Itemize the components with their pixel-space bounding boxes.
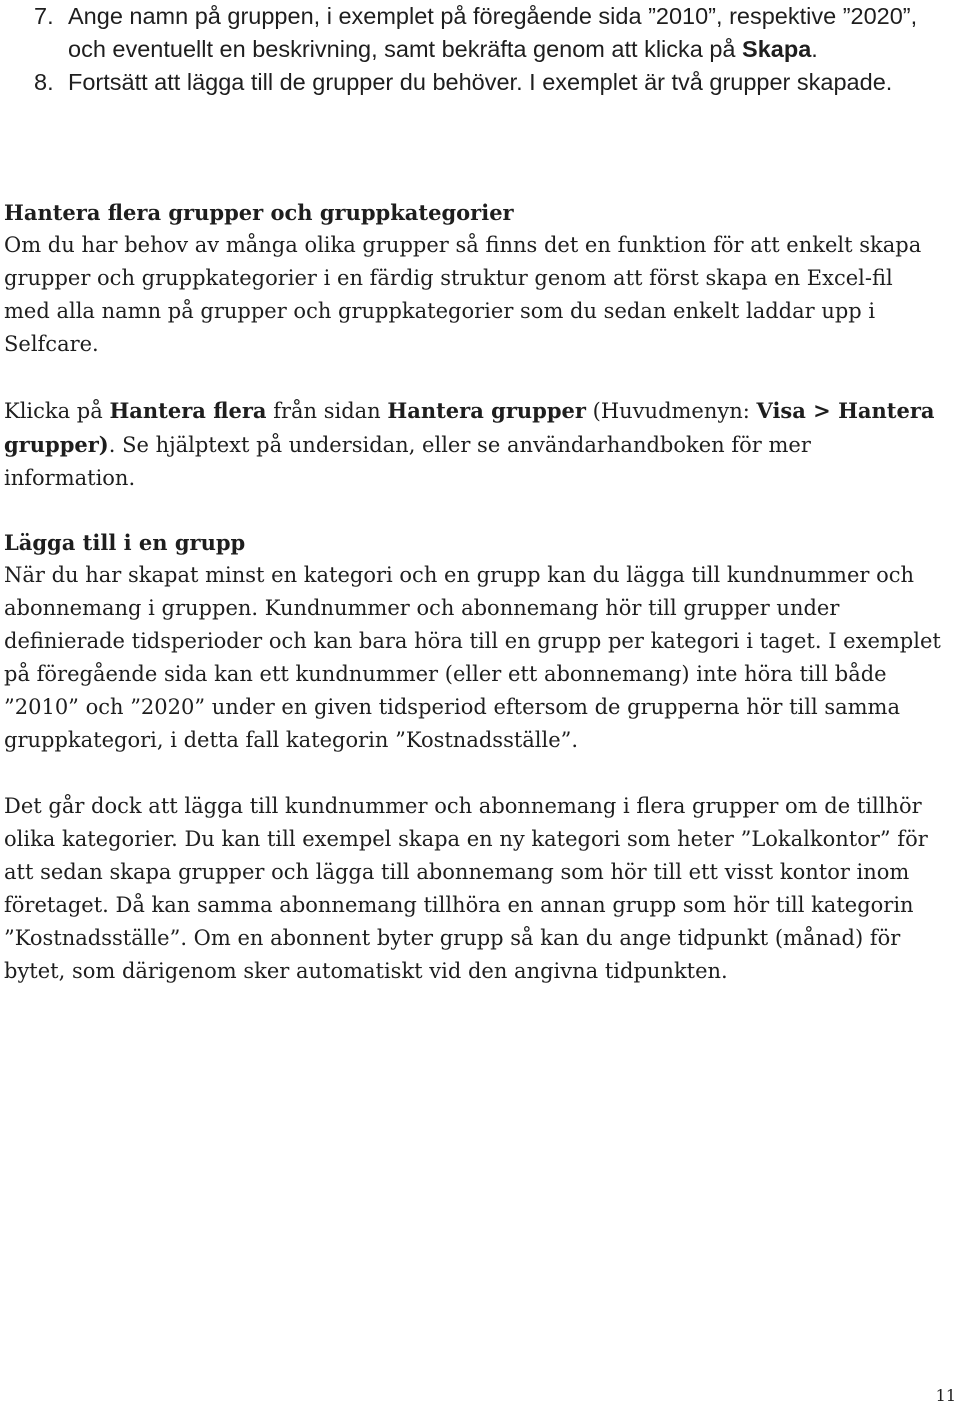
text-run: (Huvudmenyn: (585, 399, 757, 423)
menu-path: Visa > Hantera grupper) (4, 398, 935, 457)
section-paragraph (4, 394, 944, 495)
section-heading: Hantera flera grupper och gruppkategorier (4, 200, 514, 225)
step-text: Fortsätt att lägga till de grupper du behöver. I exemplet är två grupper skapade. (68, 69, 893, 95)
step-item (34, 0, 934, 66)
manage-multiple-section (4, 196, 944, 495)
text-run: Klicka på (4, 399, 110, 423)
step-list (34, 0, 934, 99)
section-paragraph: När du har skapat minst en kategori och en grupp kan du lägga till kundnummer och abonnemang i gruppen. Kundnummer och abonnemang hör till grupper under definierade tidsperioder och kan bara höra till en grupp per kategori i taget. I exemplet på föregående sida kan ett kundnummer (eller ett abonnemang) inte höra till både ”2010” och ”2020” under en given tidsperiod eftersom de grupperna hör till samma gruppkategori, i detta fall kategorin ”Kostnadsställe”. (4, 563, 941, 752)
ui-term: Hantera flera (109, 398, 267, 423)
text-run: . Se hjälptext på undersidan, eller se användarhandboken för mer information. (4, 433, 811, 490)
section-paragraph: Om du har behov av många olika grupper så finns det en funktion för att enkelt skapa grupper och gruppkategorier i en färdig struktur genom att först skapa en Excel-fil med alla namn på grupper och gruppkategorier som du sedan enkelt laddar upp i Selfcare. (4, 233, 922, 356)
step-number: 7. (34, 3, 54, 29)
step-bold-term: Skapa (742, 36, 812, 62)
step-number: 8. (34, 69, 54, 95)
ui-term: Hantera grupper (387, 398, 586, 423)
add-to-group-section (4, 526, 944, 988)
step-item (34, 66, 934, 99)
section-paragraph: Det går dock att lägga till kundnummer och abonnemang i flera grupper om de tillhör olika kategorier. Du kan till exempel skapa en ny kategori som heter ”Lokalkontor” för att sedan skapa grupper och lägga till abonnemang som hör till ett visst kontor inom företaget. Då kan samma abonnemang tillhöra en annan grupp som hör till kategorin ”Kostnadsställe”. Om en abonnent byter grupp så kan du ange tidpunkt (månad) för bytet, som därigenom sker automatiskt vid den angivna tidpunkten. (4, 794, 928, 983)
section-heading: Lägga till i en grupp (4, 530, 246, 555)
page-number: 11 (935, 1386, 956, 1405)
step-text: Ange namn på gruppen, i exemplet på föregående sida ”2010”, respektive ”2020”, och eventuellt en beskrivning, samt bekräfta genom att klicka på (68, 3, 918, 62)
text-run: från sidan (266, 399, 388, 423)
step-text-end: . (811, 36, 818, 62)
